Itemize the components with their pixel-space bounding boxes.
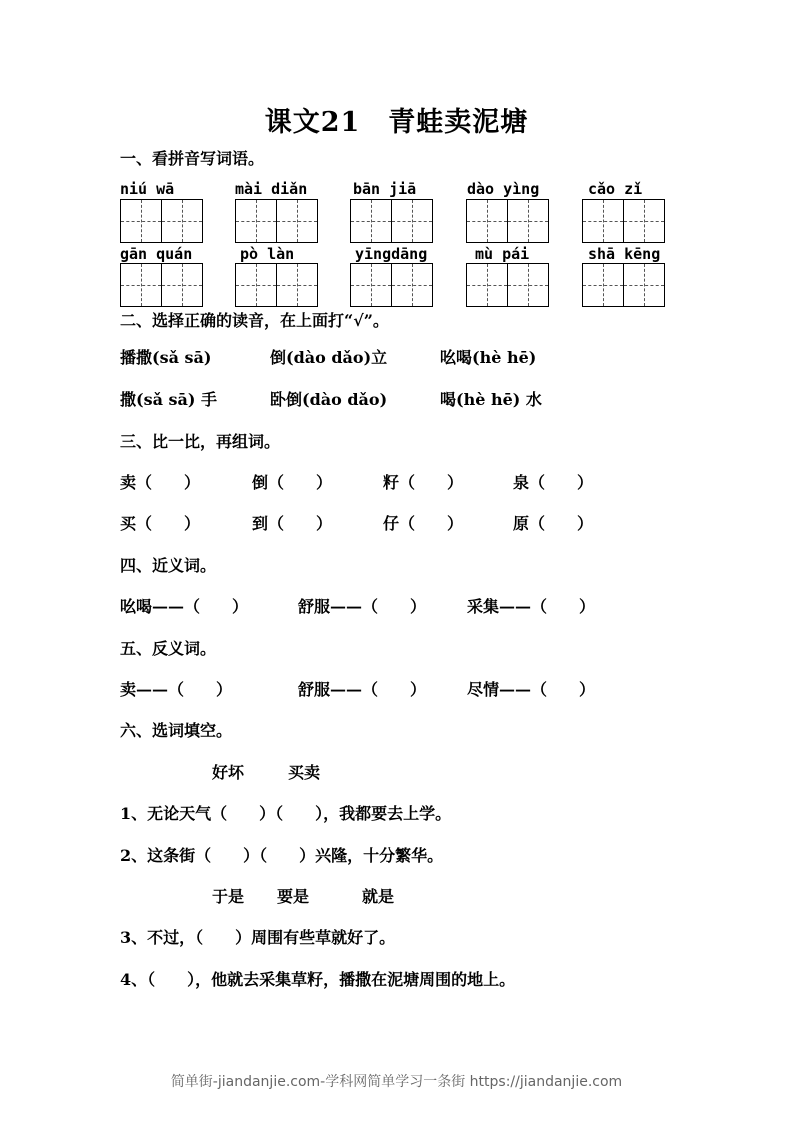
compare-item[interactable]: 买（ ） xyxy=(120,514,201,533)
writing-box[interactable] xyxy=(235,263,317,307)
reading-choice[interactable]: 吆喝(hè hē) xyxy=(440,348,537,367)
fill-blank-question[interactable]: 4、（ ），他就去采集草籽，播撒在泥塘周围的地上。 xyxy=(120,970,516,989)
section-2-heading: 二、选择正确的读音，在上面打“√”。 xyxy=(120,311,389,330)
pinyin-label: yīngdāng xyxy=(355,245,428,263)
pinyin-label: mù pái xyxy=(475,245,530,263)
page-title: 课文21 青蛙卖泥塘 xyxy=(264,107,529,138)
reading-choice[interactable]: 撒(sǎ sā) 手 xyxy=(120,390,218,409)
compare-item[interactable]: 仔（ ） xyxy=(383,514,464,533)
pinyin-label: dào yìng xyxy=(467,180,540,198)
compare-item[interactable]: 原（ ） xyxy=(513,514,594,533)
compare-item[interactable]: 籽（ ） xyxy=(383,473,464,492)
word-choice: 于是 xyxy=(212,887,245,906)
compare-item[interactable]: 泉（ ） xyxy=(513,473,594,492)
writing-box[interactable] xyxy=(466,199,548,243)
section-6-heading: 六、选词填空。 xyxy=(120,721,233,740)
pinyin-label: pò làn xyxy=(240,245,295,263)
section-1-heading: 一、看拼音写词语。 xyxy=(120,149,265,168)
synonym-item[interactable]: 舒服——（ ） xyxy=(298,597,427,616)
synonym-item[interactable]: 采集——（ ） xyxy=(467,597,596,616)
pinyin-label: shā kēng xyxy=(588,245,661,263)
footer-watermark: 简单街-jiandanjie.com-学科网简单学习一条街 https://jiandanjie.com xyxy=(170,1074,623,1090)
reading-choice[interactable]: 播撒(sǎ sā) xyxy=(120,348,212,367)
antonym-item[interactable]: 卖——（ ） xyxy=(120,680,233,699)
writing-box[interactable] xyxy=(466,263,548,307)
section-4-heading: 四、近义词。 xyxy=(120,556,217,575)
writing-box[interactable] xyxy=(582,199,664,243)
fill-blank-question[interactable]: 2、这条街（ ）（ ）兴隆，十分繁华。 xyxy=(120,846,444,865)
section-3-heading: 三、比一比，再组词。 xyxy=(120,432,281,451)
section-5-heading: 五、反义词。 xyxy=(120,639,217,658)
fill-blank-question[interactable]: 3、不过，（ ）周围有些草就好了。 xyxy=(120,928,396,947)
synonym-item[interactable]: 吆喝——（ ） xyxy=(120,597,249,616)
pinyin-label: bān jiā xyxy=(353,180,417,198)
pinyin-label: mài diǎn xyxy=(235,180,308,198)
word-choice: 好坏 xyxy=(212,763,245,782)
reading-choice[interactable]: 喝(hè hē) 水 xyxy=(440,390,542,409)
reading-choice[interactable]: 倒(dào dǎo)立 xyxy=(270,348,388,367)
writing-box[interactable] xyxy=(582,263,664,307)
word-choice: 买卖 xyxy=(288,763,321,782)
pinyin-label: gān quán xyxy=(120,245,193,263)
antonym-item[interactable]: 舒服——（ ） xyxy=(298,680,427,699)
word-choice: 就是 xyxy=(362,887,395,906)
writing-box[interactable] xyxy=(120,263,202,307)
writing-box[interactable] xyxy=(235,199,317,243)
fill-blank-question[interactable]: 1、无论天气（ ）（ ），我都要去上学。 xyxy=(120,804,452,823)
writing-box[interactable] xyxy=(350,199,432,243)
word-choice: 要是 xyxy=(277,887,310,906)
writing-box[interactable] xyxy=(350,263,432,307)
compare-item[interactable]: 到（ ） xyxy=(252,514,333,533)
pinyin-label: niú wā xyxy=(120,180,175,198)
reading-choice[interactable]: 卧倒(dào dǎo) xyxy=(270,390,388,409)
compare-item[interactable]: 卖（ ） xyxy=(120,473,201,492)
antonym-item[interactable]: 尽情——（ ） xyxy=(467,680,596,699)
compare-item[interactable]: 倒（ ） xyxy=(252,473,333,492)
writing-box[interactable] xyxy=(120,199,202,243)
pinyin-label: cǎo zǐ xyxy=(588,180,643,198)
